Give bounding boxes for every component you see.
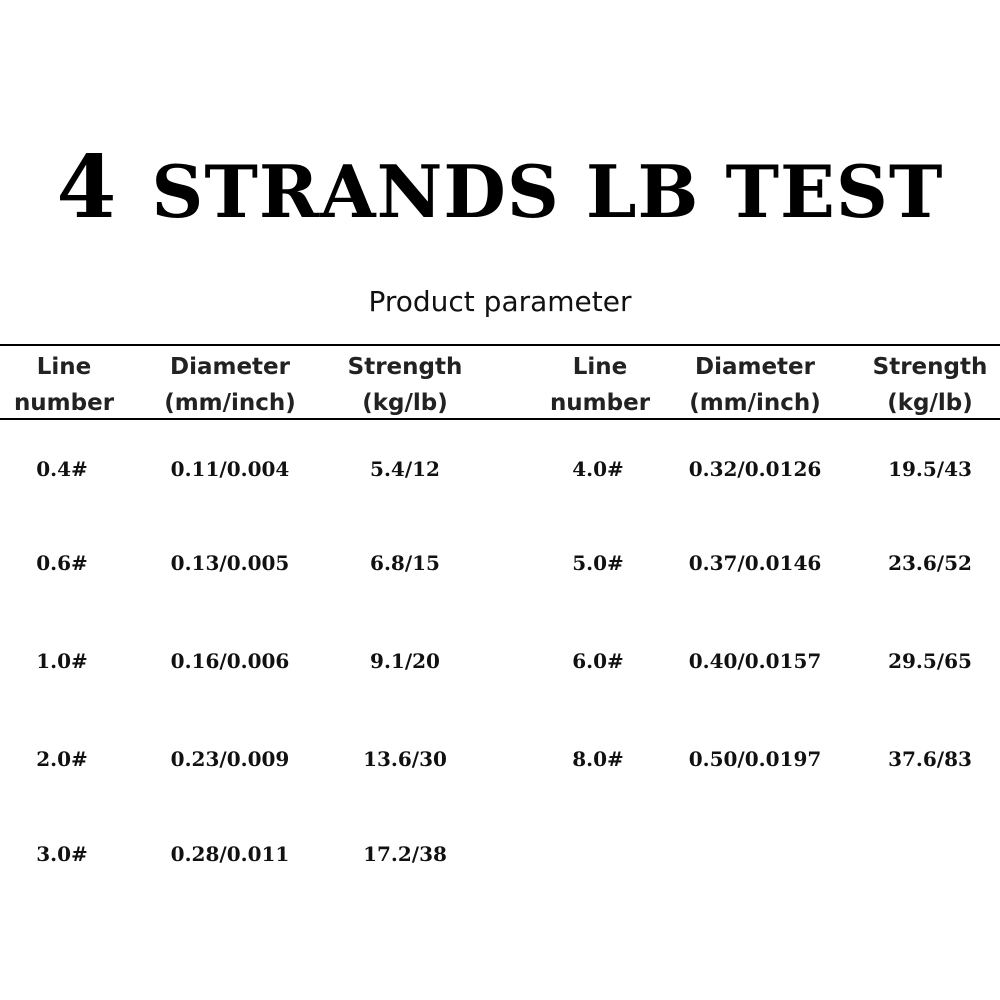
header-strength-right: Strength (kg/lb) xyxy=(872,354,988,416)
cell-line-number: 5.0# xyxy=(572,551,624,575)
cell-strength: 13.6/30 xyxy=(363,747,447,771)
header-line-number-left: Line number xyxy=(13,354,115,416)
cell-diameter: 0.23/0.009 xyxy=(170,747,290,771)
header-diameter-left: Diameter (mm/inch) xyxy=(164,354,296,416)
cell-line-number: 0.4# xyxy=(36,457,88,481)
cell-strength: 17.2/38 xyxy=(363,842,447,866)
cell-strength: 5.4/12 xyxy=(370,457,440,481)
header-diameter-right: Diameter (mm/inch) xyxy=(689,354,821,416)
header-line-number-right: Line number xyxy=(549,354,651,416)
cell-diameter: 0.32/0.0126 xyxy=(688,457,822,481)
cell-strength: 6.8/15 xyxy=(370,551,440,575)
subtitle: Product parameter xyxy=(368,285,632,318)
cell-diameter: 0.16/0.006 xyxy=(170,649,290,673)
page-title xyxy=(0,137,1000,240)
cell-strength: 19.5/43 xyxy=(888,457,972,481)
cell-diameter: 0.40/0.0157 xyxy=(688,649,822,673)
cell-line-number: 4.0# xyxy=(572,457,624,481)
cell-line-number: 6.0# xyxy=(572,649,624,673)
cell-diameter: 0.28/0.011 xyxy=(170,842,290,866)
cell-strength: 29.5/65 xyxy=(888,649,972,673)
table-top-rule xyxy=(0,344,1000,346)
cell-line-number: 3.0# xyxy=(36,842,88,866)
cell-diameter: 0.11/0.004 xyxy=(170,457,290,481)
cell-diameter: 0.37/0.0146 xyxy=(688,551,822,575)
cell-strength: 37.6/83 xyxy=(888,747,972,771)
cell-line-number: 1.0# xyxy=(36,649,88,673)
cell-line-number: 0.6# xyxy=(36,551,88,575)
cell-line-number: 8.0# xyxy=(572,747,624,771)
title-text: STRANDS LB TEST xyxy=(151,149,944,234)
title-number: 4 xyxy=(56,137,118,238)
cell-diameter: 0.50/0.0197 xyxy=(688,747,822,771)
cell-strength: 23.6/52 xyxy=(888,551,972,575)
cell-strength: 9.1/20 xyxy=(370,649,440,673)
cell-diameter: 0.13/0.005 xyxy=(170,551,290,575)
header-strength-left: Strength (kg/lb) xyxy=(347,354,463,416)
cell-line-number: 2.0# xyxy=(36,747,88,771)
